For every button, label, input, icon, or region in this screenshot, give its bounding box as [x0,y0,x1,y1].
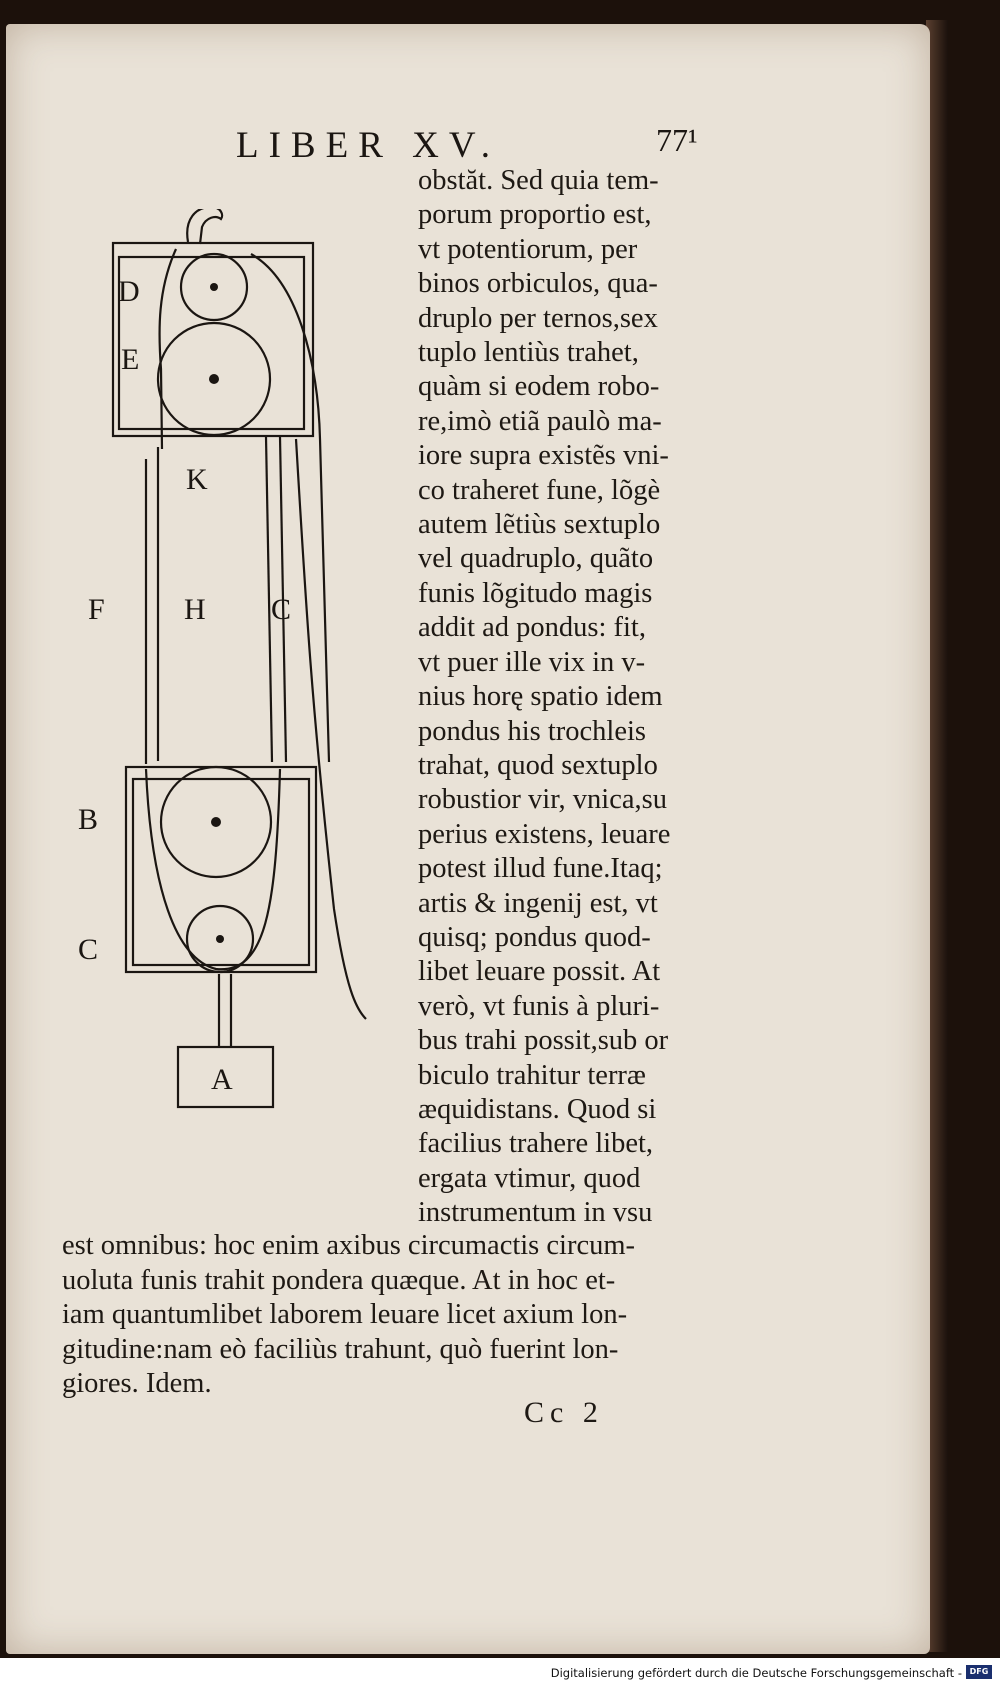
dfg-logo: DFG [966,1665,992,1679]
text-line: obstăt. Sed quia tem- [418,165,659,196]
label-k: K [186,463,208,496]
text-line: ergata vtimur, quod [418,1162,641,1194]
page-number: 77¹ [656,122,698,158]
text-line: bus trahi possit,sub or [418,1025,669,1057]
text-line: iore supra existẽs vni- [418,440,669,472]
running-title: LIBER XV. [236,125,501,166]
text-line: artis & ingenij est, vt [418,887,658,919]
label-d: D [118,275,140,308]
pulley-diagram [66,209,406,1194]
footer-credit: Digitalisierung gefördert durch die Deutsche Forschungsgemeinschaft - [550,1666,962,1680]
text-line: æquidistans. Quod si [418,1093,657,1125]
text-line: pondus his trochleis [418,715,646,747]
text-line: vt puer ille vix in v- [418,646,646,678]
text-line: iam quantumlibet laborem leuare licet axium lon- [62,1299,628,1331]
text-line: instrumentum in vsu [418,1197,653,1229]
text-line: druplo per ternos,sex [418,302,658,334]
label-a: A [211,1063,233,1096]
label-b: B [78,803,99,836]
pulley-diagram-svg [66,209,406,1194]
text-line: uoluta funis trahit pondera quæque. At in hoc et- [62,1264,616,1296]
text-line: trahat, quod sextuplo [418,749,658,781]
text-line: quisq; pondus quod- [418,921,651,953]
text-line: verò, vt funis à pluri- [418,990,660,1022]
rope-pull [296,439,366,1019]
hook-shape [187,209,222,244]
text-line: gitudine:nam eò faciliùs trahunt, quò fuerint lon- [62,1333,619,1365]
text-line: biculo trahitur terræ [418,1059,646,1091]
upper-block-inner [119,257,304,429]
text-line: giores. Idem. [62,1368,212,1400]
text-line: binos orbiculos, qua- [418,268,658,300]
book-page [6,24,930,1654]
text-line: co traheret fune, lõgè [418,474,661,506]
label-f: F [88,593,105,626]
text-line: re,imò etiã paulò ma- [418,405,662,437]
text-line: tuplo lentiùs trahet, [418,337,639,369]
text-line: vel quadruplo, quãto [418,543,654,575]
text-line: robustior vir, vnica,su [418,784,667,816]
text-line: potest illud fune.Itaq; [418,853,663,885]
upper-block-frame [113,243,313,436]
text-line: porum proportio est, [418,199,652,231]
label-e: E [121,343,140,376]
text-line: vt potentiorum, per [418,233,638,265]
rope-right [251,254,329,762]
label-h: H [184,593,206,626]
printer-signature: Cc 2 [524,1396,604,1429]
text-line: funis lõgitudo magis [418,577,653,609]
text-line: addit ad pondus: fit, [418,612,646,644]
label-c-rope: C [271,593,292,626]
text-line: nius horę spatio idem [418,681,663,713]
text-line: autem lẽtiùs sextuplo [418,509,661,541]
label-c-block: C [78,933,99,966]
text-line: est omnibus: hoc enim axibus circumactis circum- [62,1230,636,1261]
text-line: facilius trahere libet, [418,1128,654,1160]
text-column [418,164,728,1231]
text-line: perius existens, leuare [418,818,671,850]
text-line: quàm si eodem robo- [418,371,660,403]
text-full-width [62,1229,742,1402]
text-line: libet leuare possit. At [418,956,661,988]
